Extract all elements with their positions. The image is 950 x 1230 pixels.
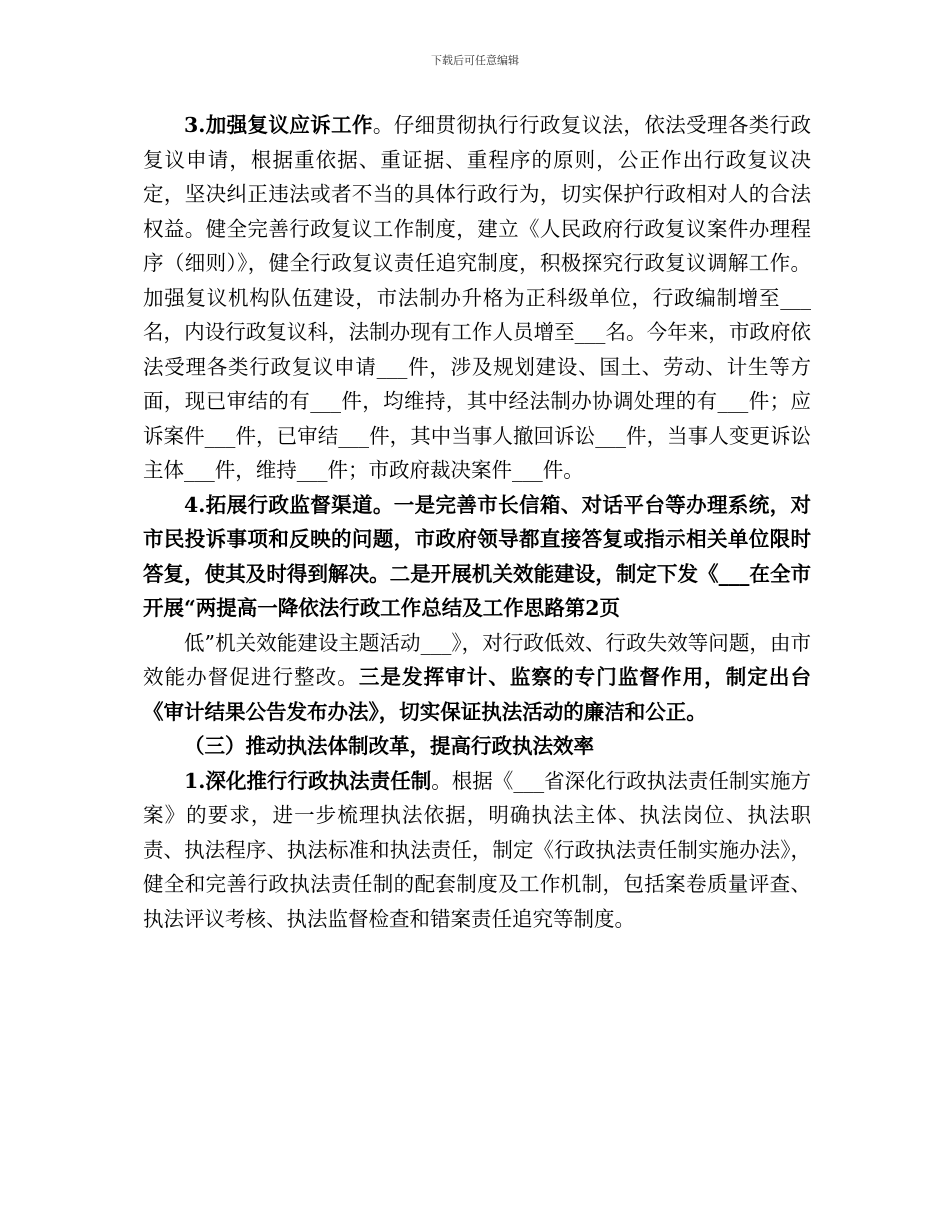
- paragraph-enforcement-responsibility: [143, 764, 811, 937]
- paragraph-tail: 三是发挥审计、监察的专门监督作用，制定出台《审计结果公告发布办法》，切实保证执法活动的廉洁和公正。: [143, 665, 812, 724]
- paragraph-supervision-channels: [143, 488, 811, 626]
- paragraph-body: 。根据《___省深化行政执法责任制实施方案》的要求，进一步梳理执法依据，明确执法主体、执法岗位、执法职责、执法程序、执法标准和执法责任，制定《行政执法责任制实施办法》，健全和完善行政执法责任制的配套制度及工作机制，包括案卷质量评查、执法评议考核、执法监督检查和错案责任追究等制度。: [143, 768, 811, 931]
- paragraph-lead: 3.加强复议应诉工作: [184, 113, 373, 137]
- paragraph-body: 。仔细贯彻执行行政复议法，依法受理各类行政复议申请，根据重依据、重证据、重程序的原则，公正作出行政复议决定，坚决纠正违法或者不当的具体行政行为，切实保护行政相对人的合法权益。健全完善行政复议工作制度，建立《人民政府行政复议案件办理程序（细则）》，健全行政复议责任追究制度，积极探究行政复议调解工作。加强复议机构队伍建设，市法制办升格为正科级单位，行政编制增至___名，内设行政复议科，法制办现有工作人员增至___名。今年来，市政府依法受理各类行政复议申请___件，涉及规划建设、国土、劳动、计生等方面，现已审结的有___件，均维持，其中经法制办协调处理的有___件；应诉案件___件，已审结___件，其中当事人撤回诉讼___件，当事人变更诉讼主体___件，维持___件；市政府裁决案件___件。: [143, 113, 811, 482]
- document-body: [143, 108, 811, 936]
- paragraph-review-litigation: [143, 108, 811, 488]
- paragraph-lead: 4.拓展行政监督渠道。一是完善市长信箱、对话平台等办理系统，对市民投诉事项和反映的问题，市政府领导都直接答复或指示相关单位限时答复，使其及时得到解决。二是开展机关效能建设，制定下发《___在全市开展“两提高一降依法行政工作总结及工作思路第2页: [143, 492, 811, 620]
- paragraph-lead: 1.深化推行行政执法责任制: [184, 768, 432, 793]
- paragraph-body: 低”机关效能建设主题活动___》，对行政低效、行政失效等问题，由市效能办督促进行整改。: [143, 630, 811, 689]
- paragraph-efficiency-continuation: [143, 626, 811, 730]
- section-heading: （三）推动执法体制改革，提高行政执法效率: [184, 734, 594, 758]
- page-header: 下载后可任意编辑: [431, 54, 519, 67]
